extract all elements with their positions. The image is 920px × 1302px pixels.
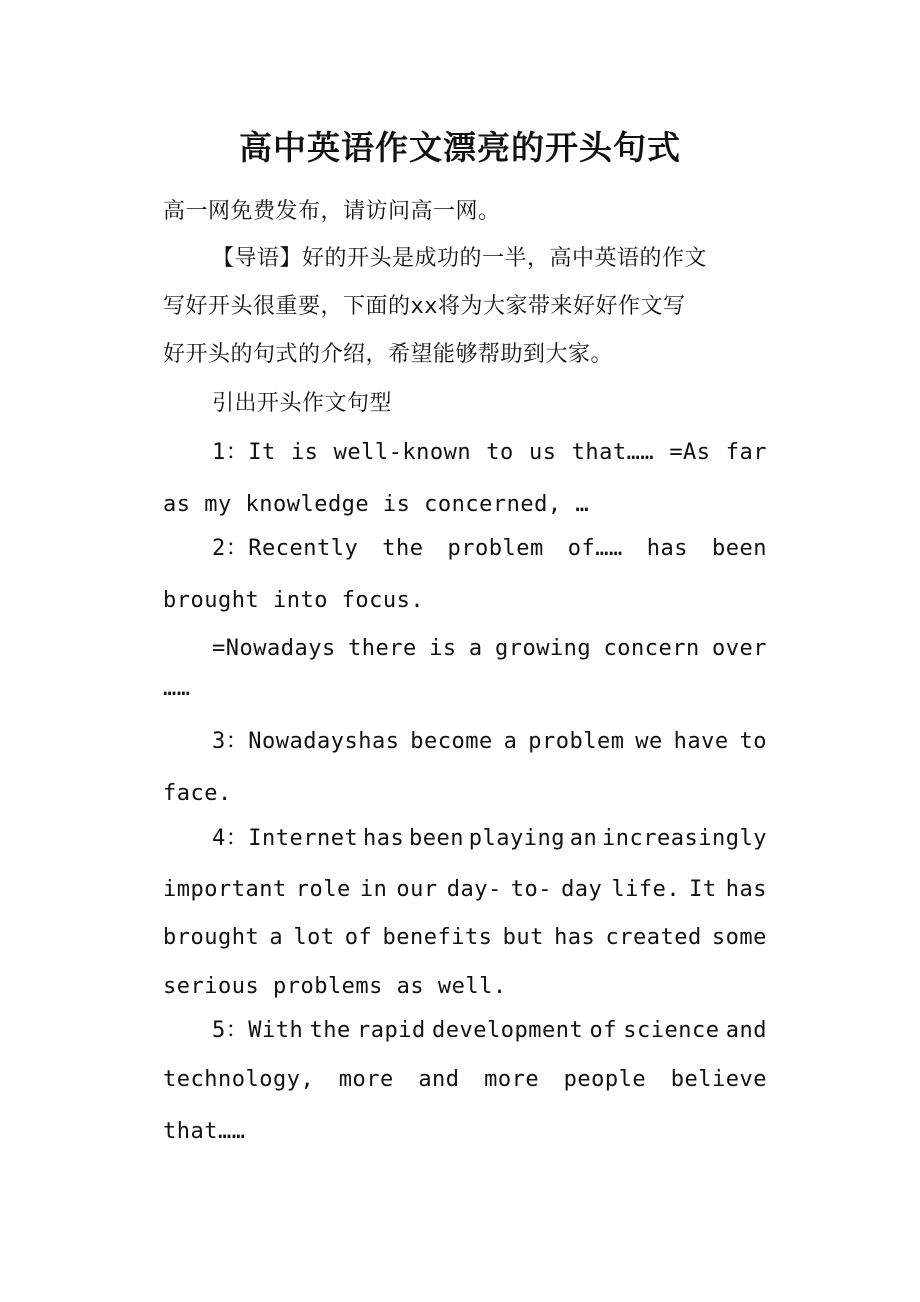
item-3-line-2: face.	[163, 781, 232, 806]
word: far	[725, 440, 767, 465]
word: created	[605, 925, 702, 950]
word: lot	[293, 925, 335, 950]
item-5-line-3: that……	[163, 1119, 246, 1144]
word: science	[623, 1018, 720, 1043]
word: day	[561, 877, 603, 902]
item-4-line-1	[212, 824, 767, 854]
item-5-line-2	[163, 1065, 767, 1095]
word: people	[563, 1067, 647, 1092]
word: role	[295, 877, 351, 902]
page-title: 高中英语作文漂亮的开头句式	[239, 128, 681, 167]
word: the	[382, 536, 424, 561]
word: problem	[528, 729, 625, 754]
word: =Nowadays	[212, 636, 336, 661]
word: has	[646, 536, 688, 561]
word: well-known	[333, 440, 472, 465]
word: life.	[611, 877, 681, 902]
word: increasingly	[602, 826, 767, 851]
item-2-line-2: brought into focus.	[163, 588, 425, 613]
word: over	[712, 636, 767, 661]
word: been	[712, 536, 767, 561]
word: but	[502, 925, 544, 950]
word: to-	[510, 877, 552, 902]
word: development	[432, 1018, 584, 1043]
word: have	[673, 729, 729, 754]
word: important	[163, 877, 287, 902]
word: believe	[670, 1067, 767, 1092]
word: benefits	[382, 925, 493, 950]
word: 2：Recently	[212, 536, 359, 561]
word: we	[635, 729, 663, 754]
item-4-line-2	[163, 875, 767, 905]
word: 4：Internet	[212, 826, 359, 851]
source-line: 高一网免费发布，请访问高一网。	[163, 199, 501, 224]
item-2-alt-line-1	[212, 634, 767, 664]
section-heading: 引出开头作文句型	[212, 391, 393, 416]
word: some	[711, 925, 767, 950]
word: and	[418, 1067, 460, 1092]
word: is	[429, 636, 457, 661]
word: of	[589, 1018, 617, 1043]
word: growing	[494, 636, 592, 661]
word: problem	[447, 536, 544, 561]
intro-line-2: 写好开头很重要，下面的xx将为大家带来好好作文写	[163, 294, 686, 319]
word: 1：It	[212, 440, 276, 465]
item-5-line-1	[212, 1016, 767, 1046]
item-1-line-1	[212, 438, 767, 468]
word: our	[396, 877, 438, 902]
word: that……	[571, 440, 655, 465]
word: the	[309, 1018, 351, 1043]
word: is	[290, 440, 319, 465]
item-2-line-1	[212, 534, 767, 564]
word: of……	[567, 536, 623, 561]
item-1-line-2: as my knowledge is concerned, …	[163, 492, 590, 517]
word: brought	[163, 925, 260, 950]
word: a	[269, 925, 284, 950]
word: a	[503, 729, 518, 754]
word: in	[359, 877, 388, 902]
word: of	[344, 925, 373, 950]
word: an	[569, 826, 598, 851]
word: more	[484, 1067, 540, 1092]
word: playing	[468, 826, 565, 851]
item-2-alt-line-2: ……	[163, 676, 191, 701]
word: and	[725, 1018, 767, 1043]
word: =As	[669, 440, 711, 465]
word: us	[528, 440, 557, 465]
intro-line-1: 【导语】好的开头是成功的一半，高中英语的作文	[212, 246, 708, 271]
word: technology,	[163, 1067, 315, 1092]
item-3-line-1	[212, 727, 767, 757]
word: there	[348, 636, 417, 661]
word: concern	[603, 636, 700, 661]
word: become	[410, 729, 493, 754]
word: 5：With	[212, 1018, 304, 1043]
word: to	[486, 440, 514, 465]
word: rapid	[357, 1018, 426, 1043]
item-4-line-4: serious problems as well.	[163, 974, 507, 999]
word: It	[689, 877, 717, 902]
word: 3：Nowadayshas	[212, 729, 400, 754]
word: day-	[446, 877, 502, 902]
word: been	[409, 826, 464, 851]
word: more	[338, 1067, 394, 1092]
word: has	[554, 925, 596, 950]
word: has	[725, 877, 767, 902]
intro-line-3: 好开头的句式的介绍，希望能够帮助到大家。	[163, 342, 614, 367]
word: has	[362, 826, 405, 851]
item-4-line-3	[163, 923, 767, 953]
word: to	[739, 729, 767, 754]
word: a	[468, 636, 483, 661]
